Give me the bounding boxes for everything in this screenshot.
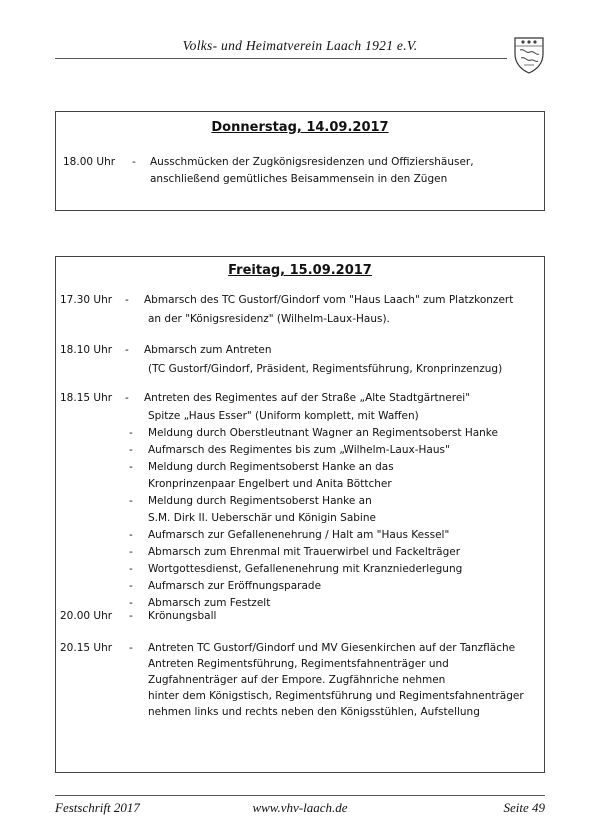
- friday-dash: -: [129, 610, 133, 622]
- friday-time: 17.30 Uhr: [60, 294, 113, 306]
- friday-line: S.M. Dirk II. Ueberschär und Königin Sabine: [148, 512, 376, 524]
- friday-dash: -: [129, 444, 133, 456]
- friday-line: Antreten Regimentsführung, Regimentsfahnenträger und: [148, 658, 449, 670]
- friday-time: 18.15 Uhr: [60, 392, 113, 404]
- friday-line: Aufmarsch zur Eröffnungsparade: [148, 580, 322, 592]
- friday-line: Zugfahnenträger auf der Empore. Zugfähnriche nehmen: [148, 674, 446, 686]
- friday-line: (TC Gustorf/Gindorf, Präsident, Regimentsführung, Kronprinzenzug): [148, 363, 503, 375]
- header-title: Volks- und Heimatverein Laach 1921 e.V.: [182, 38, 418, 53]
- footer-divider: [55, 795, 545, 796]
- thursday-dash: -: [132, 156, 136, 168]
- friday-line: hinter dem Königstisch, Regimentsführung und Regimentsfahnenträger: [148, 690, 524, 702]
- friday-dash: -: [129, 597, 133, 609]
- friday-line: Abmarsch zum Antreten: [144, 344, 272, 356]
- friday-line: nehmen links und rechts neben den Königsstühlen, Aufstellung: [148, 706, 480, 718]
- friday-dash: -: [125, 392, 129, 404]
- friday-dash: -: [125, 294, 129, 306]
- friday-line: an der "Königsresidenz" (Wilhelm-Laux-Haus).: [148, 313, 390, 325]
- thursday-line-2: anschließend gemütliches Beisammensein in den Zügen: [150, 173, 448, 185]
- friday-line: Kronprinzenpaar Engelbert und Anita Böttcher: [148, 478, 392, 490]
- footer-website: www.vhv-laach.de: [252, 800, 348, 815]
- friday-line: Meldung durch Oberstleutnant Wagner an Regimentsoberst Hanke: [148, 427, 498, 439]
- friday-dash: -: [125, 344, 129, 356]
- friday-dash: -: [129, 427, 133, 439]
- friday-dash: -: [129, 529, 133, 541]
- header-divider: [55, 58, 507, 59]
- friday-line: Antreten TC Gustorf/Gindorf und MV Giesenkirchen auf der Tanzfläche: [148, 642, 516, 654]
- thursday-time: 18.00 Uhr: [63, 156, 116, 168]
- friday-title: Freitag, 15.09.2017: [228, 263, 372, 278]
- friday-line: Abmarsch des TC Gustorf/Gindorf vom "Haus Laach" zum Platzkonzert: [144, 294, 514, 306]
- friday-time: 20.15 Uhr: [60, 642, 113, 654]
- friday-dash: -: [129, 546, 133, 558]
- footer-page-number: Seite 49: [503, 800, 545, 815]
- friday-line: Abmarsch zum Festzelt: [148, 597, 271, 609]
- friday-line: Antreten des Regimentes auf der Straße „Alte Stadtgärtnerei": [144, 392, 471, 404]
- friday-line: Abmarsch zum Ehrenmal mit Trauerwirbel und Fackelträger: [148, 546, 461, 558]
- friday-line: Wortgottesdienst, Gefallenenehrung mit Kranzniederlegung: [148, 563, 463, 575]
- thursday-title: Donnerstag, 14.09.2017: [211, 120, 389, 135]
- friday-line: Meldung durch Regimentsoberst Hanke an das: [148, 461, 394, 473]
- coat-of-arms-icon: [512, 34, 546, 74]
- friday-line: Aufmarsch zur Gefallenenehrung / Halt am "Haus Kessel": [148, 529, 450, 541]
- friday-dash: -: [129, 580, 133, 592]
- friday-line: Aufmarsch des Regimentes bis zum „Wilhelm-Laux-Haus": [148, 444, 450, 456]
- footer-publication: Festschrift 2017: [55, 800, 140, 815]
- friday-line: Spitze „Haus Esser" (Uniform komplett, mit Waffen): [148, 410, 419, 422]
- friday-dash: -: [129, 495, 133, 507]
- friday-line: Meldung durch Regimentsoberst Hanke an: [148, 495, 372, 507]
- thursday-section: [55, 111, 545, 211]
- friday-dash: -: [129, 563, 133, 575]
- friday-dash: -: [129, 461, 133, 473]
- friday-line: Krönungsball: [148, 610, 217, 622]
- friday-time: 18.10 Uhr: [60, 344, 113, 356]
- friday-time: 20.00 Uhr: [60, 610, 113, 622]
- friday-dash: -: [129, 642, 133, 654]
- thursday-line-1: Ausschmücken der Zugkönigsresidenzen und Offiziershäuser,: [150, 156, 474, 168]
- friday-section: [55, 256, 545, 773]
